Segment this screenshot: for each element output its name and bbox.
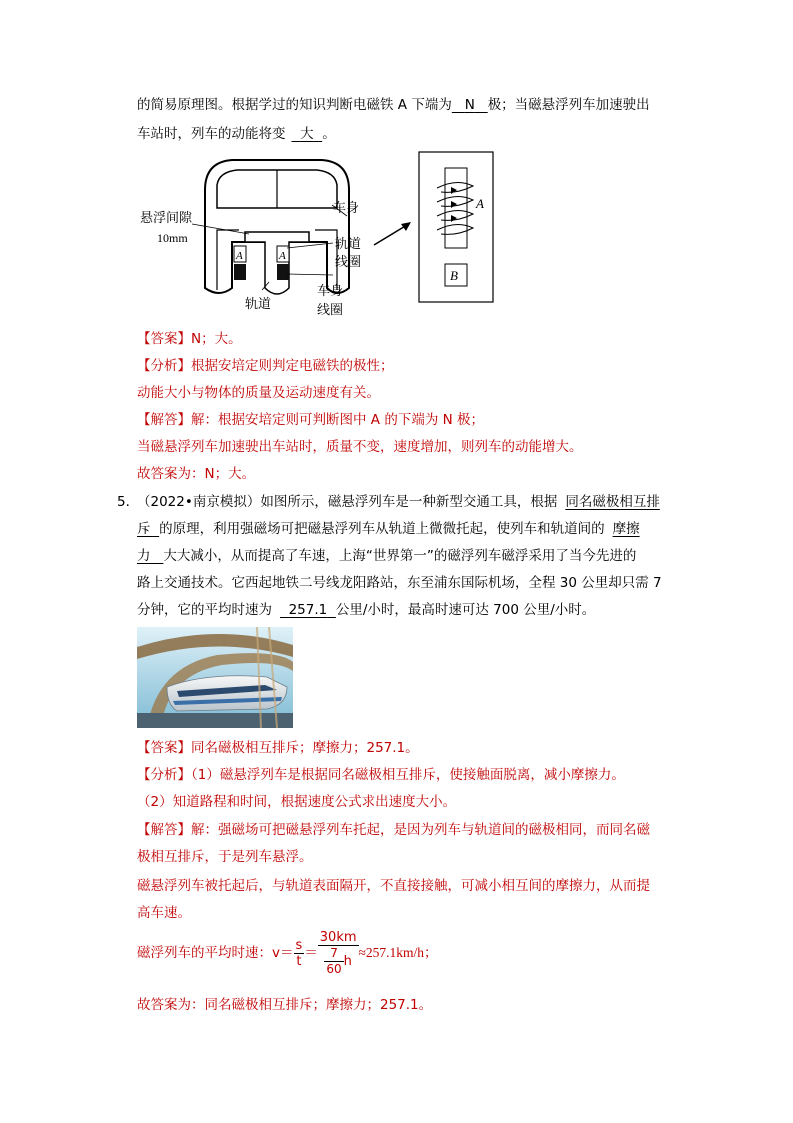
q5-answer: 【答案】同名磁极相互排斥；摩擦力；257.1。	[137, 740, 419, 756]
figure-label-track-coil-1: 轨道	[335, 237, 362, 252]
figure-label-track: 轨道	[245, 297, 272, 312]
q5-line-2: 斥 的原理，利用强磁场可把磁悬浮列车从轨道上微微托起，使列车和轨道间的 摩擦	[137, 521, 640, 537]
maglev-schematic-figure	[137, 150, 507, 322]
formula-s-over-t: $\frac{s}{t}$	[295, 937, 303, 969]
q5-line-1: （2022•南京模拟）如图所示，磁悬浮列车是一种新型交通工具，根据 同名磁极相互排	[137, 494, 660, 510]
q5-final: 故答案为：同名磁极相互排斥；摩擦力；257.1。	[137, 997, 433, 1013]
figure-label-track-coil-2: 线圈	[335, 255, 362, 270]
q5-number: 5．	[117, 494, 140, 510]
figure-label-gap-size: 10mm	[157, 231, 188, 245]
q4-analysis-1: 【分析】根据安培定则判定电磁铁的极性；	[137, 358, 394, 374]
q4-solution-2: 当磁悬浮列车加速驶出车站时，质量不变，速度增加，则列车的动能增大。	[137, 439, 583, 455]
q5-analysis-1: 【分析】（1）磁悬浮列车是根据同名磁极相互排斥，使接触面脱离，减小摩擦力。	[137, 767, 625, 783]
q4-answer: 【答案】N；大。	[137, 331, 242, 347]
q5-line-4: 路上交通技术。它西起地铁二号线龙阳路站，东至浦东国际机场，全程 30 公里却只需 7	[137, 575, 662, 591]
intro-line-2: 车站时，列车的动能将变 大 。	[137, 126, 336, 142]
figure-label-body: 车身	[333, 201, 360, 216]
figure-label-a-left: A	[236, 250, 243, 262]
blank-speed: 257.1	[288, 602, 328, 618]
blank-pole: N	[464, 97, 475, 113]
q5-solution-2: 极相互排斥，于是列车悬浮。	[137, 849, 313, 865]
q5-line-3: 力 大大减小，从而提高了车速，上海“世界第一”的磁浮列车磁浮采用了当今先进的	[137, 548, 637, 564]
q5-analysis-2: （2）知道路程和时间，根据速度公式求出速度大小。	[137, 794, 457, 810]
q4-solution-1: 【解答】解：根据安培定则可判断图中 A 的下端为 N 极；	[137, 412, 484, 428]
q5-formula: 磁浮列车的平均时速：v＝ $\frac{s}{t}$ ＝ 30km $\frac{7}{60}$ h ≈257.1km/h；	[137, 929, 438, 976]
formula-distance-over-time: 30km $\frac{7}{60}$ h	[319, 929, 357, 976]
q4-final: 故答案为：N；大。	[137, 466, 256, 482]
q5-solution-1: 【解答】解：强磁场可把磁悬浮列车托起，是因为列车与轨道间的磁极相同，而同名磁	[137, 822, 650, 838]
blank-friction-2: 力	[137, 548, 151, 564]
intro-line-1: 的简易原理图。根据学过的知识判断电磁铁 A 下端为 N 极；当磁悬浮列车加速驶出	[137, 97, 650, 113]
figure-label-b: B	[450, 268, 458, 283]
blank-repel-2: 斥	[137, 521, 151, 537]
blank-energy: 大	[300, 126, 314, 142]
q5-solution-3: 磁悬浮列车被托起后，与轨道表面隔开，不直接接触，可减小相互间的摩擦力，从而提	[137, 878, 650, 894]
figure-label-body-coil-1: 车身	[317, 284, 344, 299]
q5-solution-4: 高车速。	[137, 905, 191, 921]
figure-label-a-right: A	[279, 250, 286, 262]
maglev-train-photo	[137, 627, 293, 728]
figure-label-a-detail: A	[476, 196, 484, 211]
blank-friction-1: 摩擦	[612, 521, 640, 537]
q5-line-5: 分钟，它的平均时速为 257.1 公里/小时，最高时速可达 700 公里/小时。	[137, 602, 596, 618]
figure-label-body-coil-2: 线圈	[317, 303, 344, 318]
q4-analysis-2: 动能大小与物体的质量及运动速度有关。	[137, 385, 380, 401]
blank-repel-1: 同名磁极相互排	[565, 494, 660, 510]
figure-label-gap: 悬浮间隙	[140, 211, 193, 226]
